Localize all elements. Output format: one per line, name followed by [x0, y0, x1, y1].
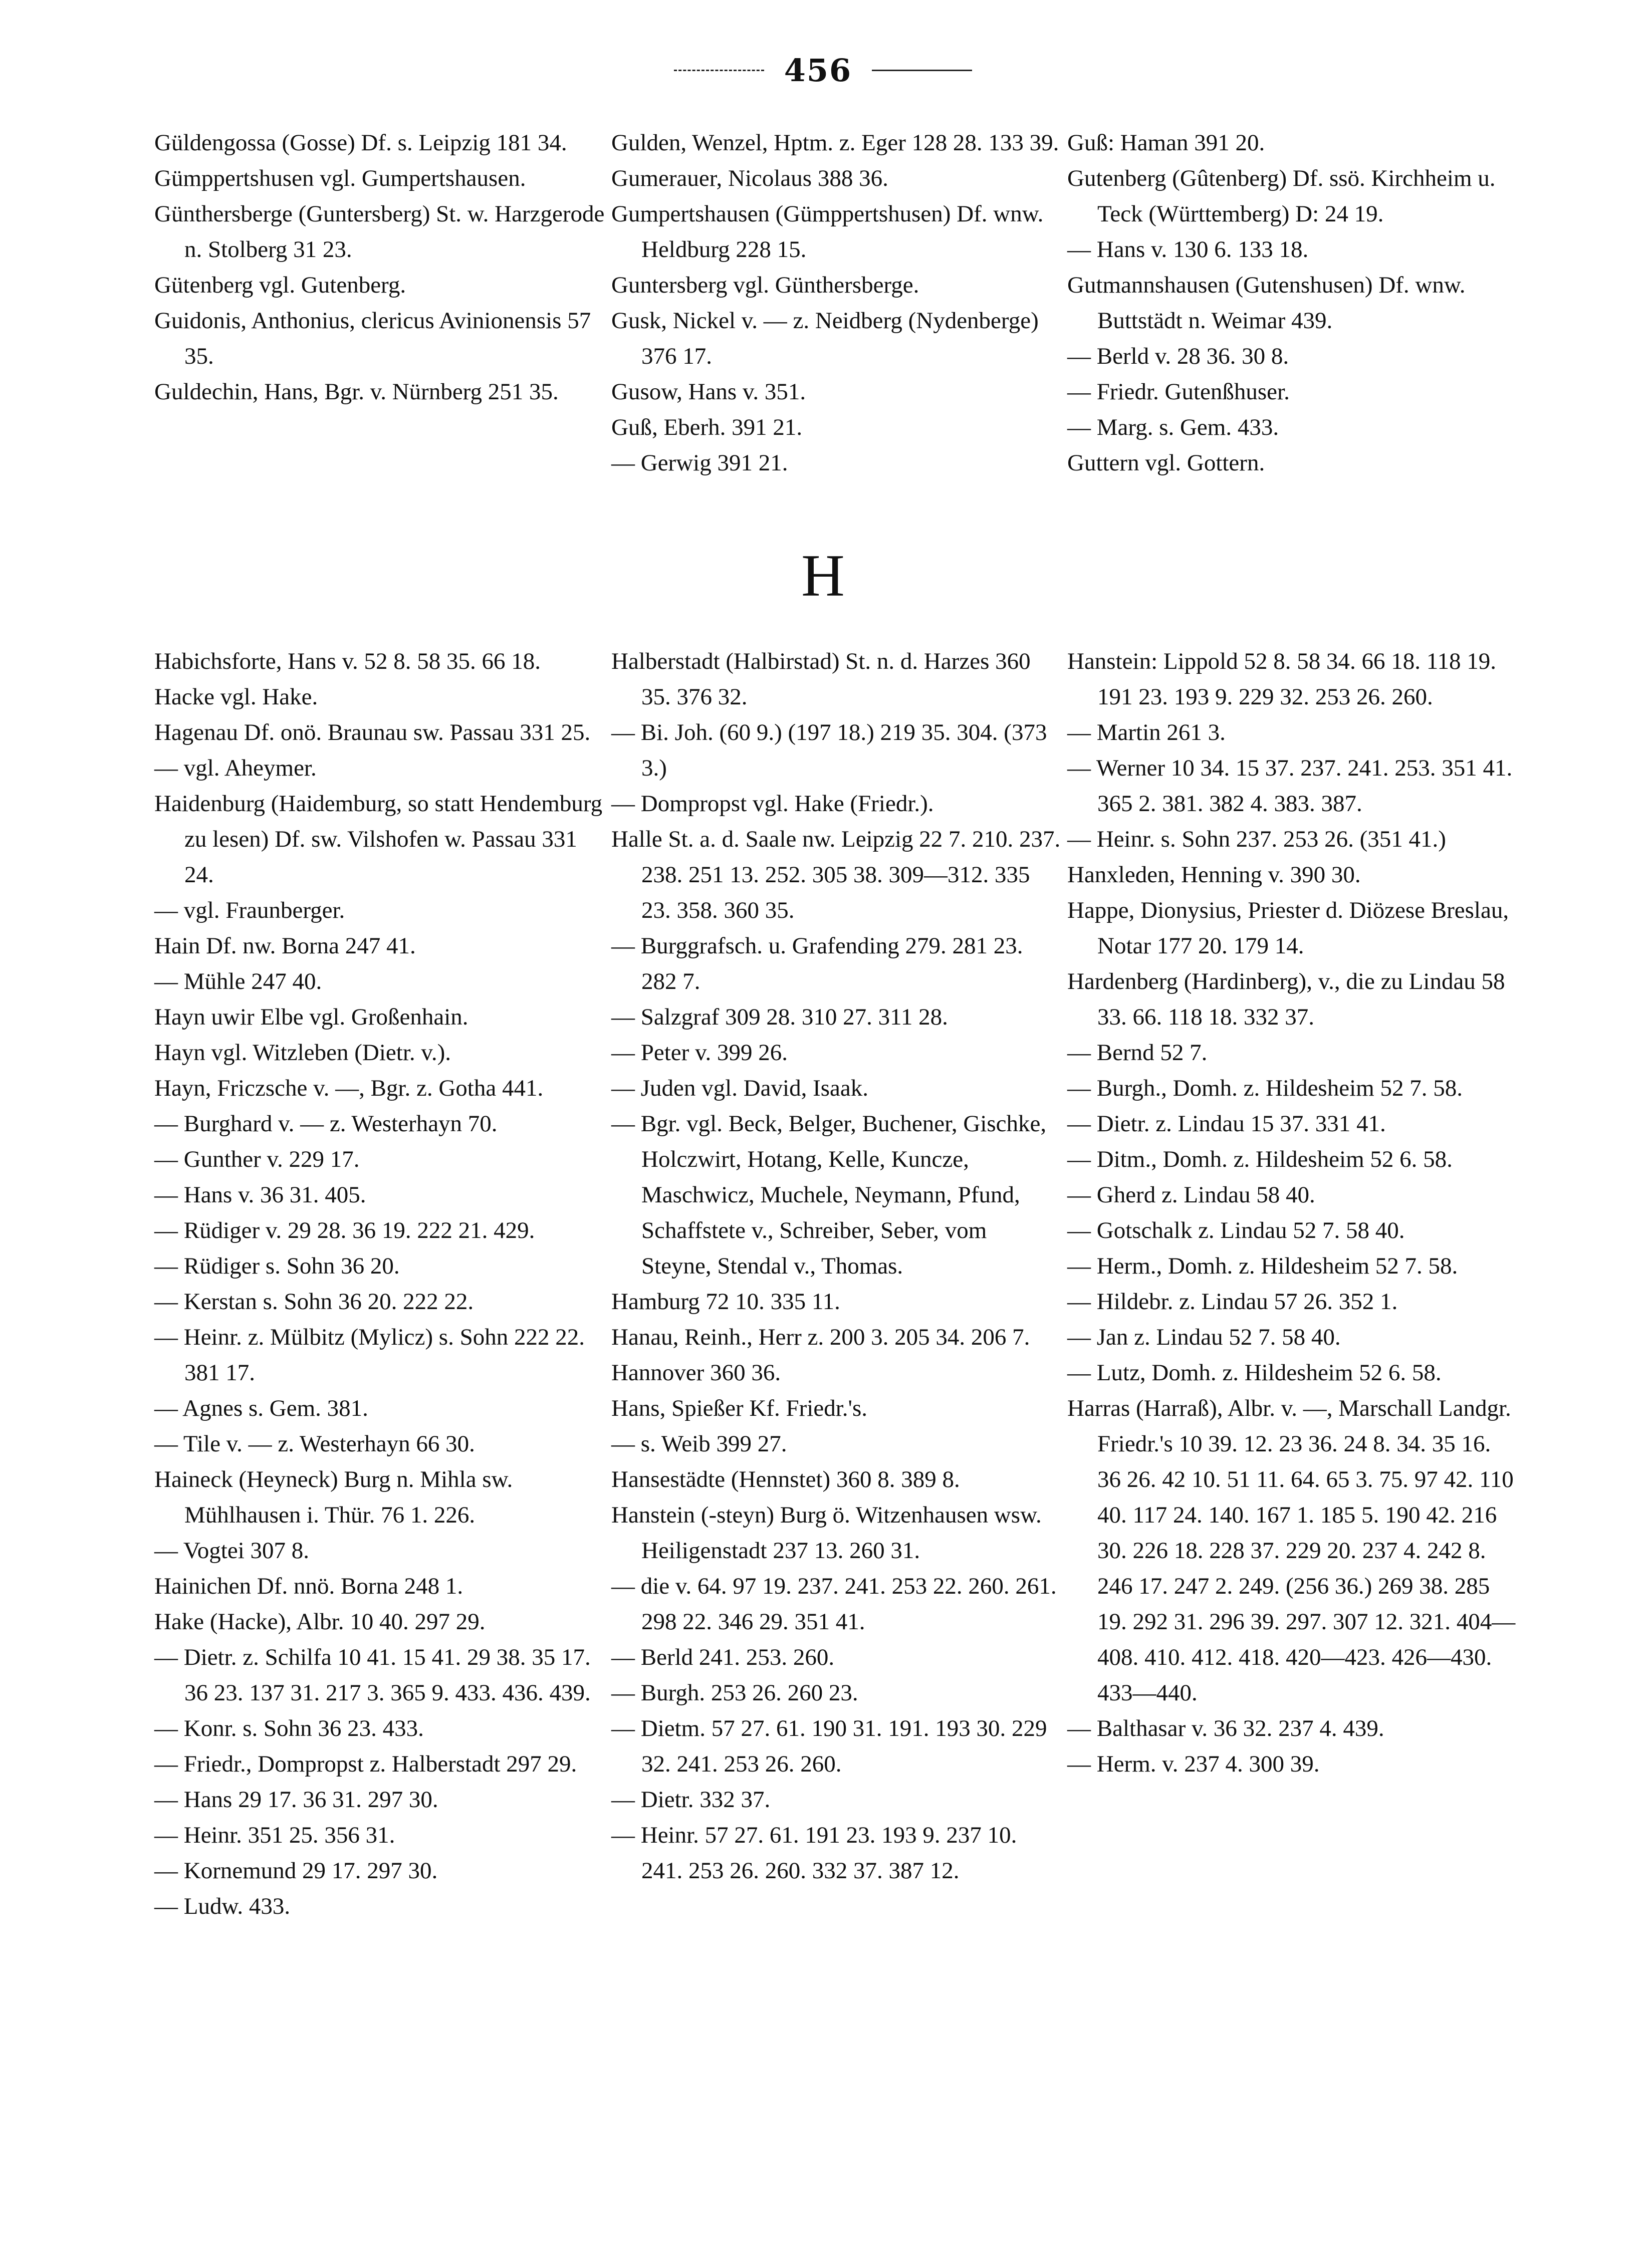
- index-entry: Gusk, Nickel v. — z. Neidberg (Nydenberge) 376 17.: [611, 308, 1039, 369]
- index-entry: Gütenberg vgl. Gutenberg.: [154, 272, 406, 298]
- index-entry: Guttern vgl. Gottern.: [1067, 450, 1265, 476]
- index-entry: — Heinr. s. Sohn 237. 253 26. (351 41.): [1067, 826, 1446, 852]
- index-entry: — Marg. s. Gem. 433.: [1067, 414, 1279, 440]
- index-entry: — die v. 64. 97 19. 237. 241. 253 22. 260. 261. 298 22. 346 29. 351 41.: [611, 1573, 1057, 1635]
- index-entry: — Friedr., Dompropst z. Halberstadt 297 29.: [154, 1751, 577, 1777]
- index-entry: — Ditm., Domh. z. Hildesheim 52 6. 58.: [1067, 1146, 1453, 1172]
- index-entry: Guntersberg vgl. Günthersberge.: [611, 272, 919, 298]
- page-number: 456: [784, 52, 852, 89]
- index-entry: — Berld v. 28 36. 30 8.: [1067, 343, 1289, 369]
- index-entry: Happe, Dionysius, Priester d. Diözese Breslau, Notar 177 20. 179 14.: [1067, 897, 1509, 959]
- index-entry: Günthersberge (Guntersberg) St. w. Harzgerode n. Stolberg 31 23.: [154, 201, 605, 263]
- index-entry: — Ludw. 433.: [154, 1893, 291, 1919]
- index-entry: — Dietr. z. Lindau 15 37. 331 41.: [1067, 1111, 1386, 1137]
- index-entry: — Vogtei 307 8.: [154, 1538, 310, 1564]
- index-entry: Hardenberg (Hardinberg), v., die zu Lindau 58 33. 66. 118 18. 332 37.: [1067, 968, 1505, 1030]
- index-entry: Hanau, Reinh., Herr z. 200 3. 205 34. 206 7.: [611, 1324, 1030, 1350]
- index-entry: — Gotschalk z. Lindau 52 7. 58 40.: [1067, 1217, 1405, 1243]
- index-entry: Halberstadt (Halbirstad) St. n. d. Harzes 360 35. 376 32.: [611, 648, 1031, 710]
- index-entry: — s. Weib 399 27.: [611, 1431, 787, 1457]
- index-entry: Hayn uwir Elbe vgl. Großenhain.: [154, 1004, 468, 1030]
- index-entry: — Dietr. 332 37.: [611, 1787, 771, 1813]
- index-entry: Guidonis, Anthonius, clericus Avinionensis 57 35.: [154, 308, 591, 369]
- index-entry: — Dompropst vgl. Hake (Friedr.).: [611, 791, 934, 817]
- index-entry: Hansestädte (Hennstet) 360 8. 389 8.: [611, 1466, 960, 1492]
- index-entry: — vgl. Fraunberger.: [154, 897, 345, 923]
- index-entry: — Kerstan s. Sohn 36 20. 222 22.: [154, 1289, 474, 1315]
- index-column-2-bottom: [611, 644, 1062, 1889]
- index-entry: Gutmannshausen (Gutenshusen) Df. wnw. Buttstädt n. Weimar 439.: [1067, 272, 1466, 334]
- index-entry: — Berld 241. 253. 260.: [611, 1644, 835, 1670]
- index-entry: Gumpertshausen (Gümppertshusen) Df. wnw. Heldburg 228 15.: [611, 201, 1044, 263]
- index-entry: — Hans v. 130 6. 133 18.: [1067, 236, 1309, 263]
- header-rule-right: [872, 70, 972, 71]
- index-entry: Hacke vgl. Hake.: [154, 684, 318, 710]
- index-entry: — Herm. v. 237 4. 300 39.: [1067, 1751, 1320, 1777]
- index-entry: — Martin 261 3.: [1067, 719, 1226, 745]
- index-entry: — Burghard v. — z. Westerhayn 70.: [154, 1111, 498, 1137]
- index-entry: Hamburg 72 10. 335 11.: [611, 1289, 840, 1315]
- header-rule-left: [674, 70, 764, 71]
- index-entry: — Dietr. z. Schilfa 10 41. 15 41. 29 38. 35 17. 36 23. 137 31. 217 3. 365 9. 433. 436. 439.: [154, 1644, 591, 1706]
- index-entry: — Gherd z. Lindau 58 40.: [1067, 1182, 1315, 1208]
- index-entry: Güldengossa (Gosse) Df. s. Leipzig 181 34.: [154, 130, 567, 156]
- index-entry: — Heinr. 351 25. 356 31.: [154, 1822, 395, 1848]
- index-entry: — Hans v. 36 31. 405.: [154, 1182, 366, 1208]
- index-entry: — Bernd 52 7.: [1067, 1040, 1208, 1066]
- index-entry: Hannover 360 36.: [611, 1360, 781, 1386]
- index-entry: — Burgh., Domh. z. Hildesheim 52 7. 58.: [1067, 1075, 1463, 1101]
- index-entry: — Rüdiger v. 29 28. 36 19. 222 21. 429.: [154, 1217, 535, 1243]
- index-entry: Hanxleden, Henning v. 390 30.: [1067, 862, 1361, 888]
- index-entry: Harras (Harraß), Albr. v. —, Marschall Landgr. Friedr.'s 10 39. 12. 23 36. 24 8. 34. 35 16. 36 26. 42 10. 51 11. 64. 65 3. 75. 97 42. 110 40. 117 24. 140. 167 1. 185 5. 190 42. 216 30. 226 18. 228 37. 229 20. 237 4. 242 8. 246 17. 247 2. 249. (256 36.) 269 38. 285 19. 292 31. 296 39. 297. 307 12. 321. 404—408. 410. 412. 418. 420—423. 426—430. 433—440.: [1067, 1395, 1516, 1706]
- index-entry: — Mühle 247 40.: [154, 968, 322, 994]
- index-entry: — Hans 29 17. 36 31. 297 30.: [154, 1787, 438, 1813]
- index-entry: — Balthasar v. 36 32. 237 4. 439.: [1067, 1715, 1384, 1741]
- index-entry: — Bi. Joh. (60 9.) (197 18.) 219 35. 304. (373 3.): [611, 719, 1047, 781]
- index-entry: Haidenburg (Haidemburg, so statt Hendemburg zu lesen) Df. sw. Vilshofen w. Passau 331 24.: [154, 791, 603, 888]
- index-entry: Hake (Hacke), Albr. 10 40. 297 29.: [154, 1609, 486, 1635]
- index-entry: Habichsforte, Hans v. 52 8. 58 35. 66 18.: [154, 648, 541, 674]
- index-entry: Hanstein (-steyn) Burg ö. Witzenhausen wsw. Heiligenstadt 237 13. 260 31.: [611, 1502, 1042, 1564]
- index-entry: — Burgh. 253 26. 260 23.: [611, 1680, 858, 1706]
- index-entry: — Dietm. 57 27. 61. 190 31. 191. 193 30. 229 32. 241. 253 26. 260.: [611, 1715, 1047, 1777]
- index-entry: Guldechin, Hans, Bgr. v. Nürnberg 251 35.: [154, 379, 559, 405]
- index-entry: Hain Df. nw. Borna 247 41.: [154, 933, 416, 959]
- index-entry: Hans, Spießer Kf. Friedr.'s.: [611, 1395, 868, 1421]
- index-entry: — Konr. s. Sohn 36 23. 433.: [154, 1715, 424, 1741]
- index-entry: Hayn vgl. Witzleben (Dietr. v.).: [154, 1040, 451, 1066]
- index-entry: — Rüdiger s. Sohn 36 20.: [154, 1253, 400, 1279]
- index-entry: Halle St. a. d. Saale nw. Leipzig 22 7. 210. 237. 238. 251 13. 252. 305 38. 309—312. 335 23. 358. 360 35.: [611, 826, 1061, 923]
- index-entry: Hayn, Friczsche v. —, Bgr. z. Gotha 441.: [154, 1075, 544, 1101]
- index-entry: Gümppertshusen vgl. Gumpertshausen.: [154, 165, 526, 191]
- index-entry: — Jan z. Lindau 52 7. 58 40.: [1067, 1324, 1341, 1350]
- page-header: [0, 45, 1646, 95]
- index-entry: — Peter v. 399 26.: [611, 1040, 788, 1066]
- index-entry: — Gerwig 391 21.: [611, 450, 788, 476]
- index-entry: Hanstein: Lippold 52 8. 58 34. 66 18. 118 19. 191 23. 193 9. 229 32. 253 26. 260.: [1067, 648, 1496, 710]
- index-entry: — Hildebr. z. Lindau 57 26. 352 1.: [1067, 1289, 1398, 1315]
- index-entry: — Heinr. 57 27. 61. 191 23. 193 9. 237 10. 241. 253 26. 260. 332 37. 387 12.: [611, 1822, 1017, 1884]
- index-entry: — Gunther v. 229 17.: [154, 1146, 360, 1172]
- index-entry: Hainichen Df. nnö. Borna 248 1.: [154, 1573, 463, 1599]
- index-entry: Hagenau Df. onö. Braunau sw. Passau 331 25.: [154, 719, 591, 745]
- index-entry: — Salzgraf 309 28. 310 27. 311 28.: [611, 1004, 948, 1030]
- index-column-3-top: [1067, 125, 1518, 481]
- index-entry: — Kornemund 29 17. 297 30.: [154, 1858, 438, 1884]
- index-entry: Gumerauer, Nicolaus 388 36.: [611, 165, 888, 191]
- index-entry: — Juden vgl. David, Isaak.: [611, 1075, 868, 1101]
- index-entry: Gulden, Wenzel, Hptm. z. Eger 128 28. 133 39.: [611, 130, 1059, 156]
- index-entry: Haineck (Heyneck) Burg n. Mihla sw. Mühlhausen i. Thür. 76 1. 226.: [154, 1466, 513, 1528]
- index-column-1-bottom: [154, 644, 605, 1924]
- index-entry: — Burggrafsch. u. Grafending 279. 281 23. 282 7.: [611, 933, 1023, 994]
- index-column-2-top: [611, 125, 1062, 481]
- index-entry: — Heinr. z. Mülbitz (Mylicz) s. Sohn 222 22. 381 17.: [154, 1324, 585, 1386]
- index-entry: Guß, Eberh. 391 21.: [611, 414, 803, 440]
- index-entry: — Tile v. — z. Westerhayn 66 30.: [154, 1431, 475, 1457]
- index-entry: — Agnes s. Gem. 381.: [154, 1395, 368, 1421]
- index-entry: — Friedr. Gutenßhuser.: [1067, 379, 1290, 405]
- index-entry: Gusow, Hans v. 351.: [611, 379, 806, 405]
- index-entry: — vgl. Aheymer.: [154, 755, 317, 781]
- index-entry: — Bgr. vgl. Beck, Belger, Buchener, Gischke, Holczwirt, Hotang, Kelle, Kuncze, Maschwicz, Muchele, Neymann, Pfund, Schaffstete v., Schreiber, Seber, vom Steyne, Stendal v., Thomas.: [611, 1111, 1047, 1279]
- section-letter-heading: H: [801, 542, 845, 609]
- index-entry: — Lutz, Domh. z. Hildesheim 52 6. 58.: [1067, 1360, 1442, 1386]
- index-entry: — Herm., Domh. z. Hildesheim 52 7. 58.: [1067, 1253, 1458, 1279]
- index-column-1-top: [154, 125, 605, 410]
- index-entry: Guß: Haman 391 20.: [1067, 130, 1265, 156]
- index-entry: — Werner 10 34. 15 37. 237. 241. 253. 351 41. 365 2. 381. 382 4. 383. 387.: [1067, 755, 1513, 817]
- index-column-3-bottom: [1067, 644, 1518, 1782]
- index-entry: Gutenberg (Gûtenberg) Df. ssö. Kirchheim u. Teck (Württemberg) D: 24 19.: [1067, 165, 1496, 227]
